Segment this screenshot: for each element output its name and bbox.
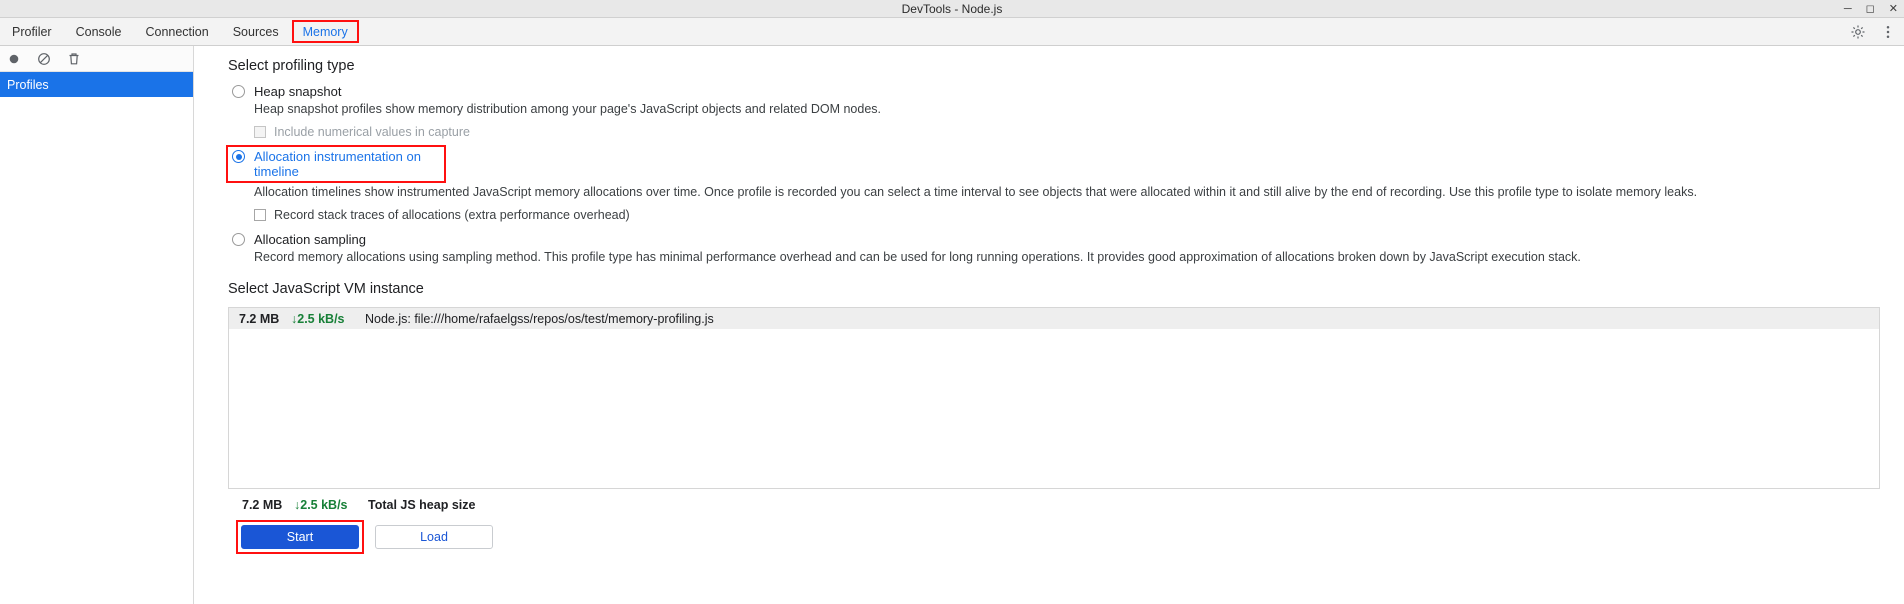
option-label-allocation-sampling: Allocation sampling — [254, 232, 367, 247]
trash-icon[interactable] — [66, 51, 82, 67]
tab-label: Profiler — [12, 24, 52, 39]
list-item[interactable] — [229, 308, 1879, 329]
option-allocation-sampling — [228, 232, 1904, 265]
radio-row-allocation-instrumentation[interactable] — [228, 149, 440, 179]
sidebar-toolbar — [0, 46, 193, 72]
minimize-icon[interactable]: ─ — [1843, 2, 1852, 15]
load-button-label: Load — [420, 530, 448, 544]
maximize-icon[interactable]: ◻ — [1865, 2, 1875, 15]
option-allocation-instrumentation — [228, 149, 1904, 222]
tab-sources[interactable] — [221, 18, 291, 45]
gear-icon[interactable] — [1850, 24, 1866, 40]
devtools-content — [0, 46, 1904, 604]
tab-label: Sources — [232, 24, 279, 39]
profiles-sidebar — [0, 46, 194, 604]
radio-heap-snapshot[interactable] — [232, 85, 245, 98]
option-description-allocation-instrumentation: Allocation timelines show instrumented JavaScript memory allocations over time. Once profile is recorded you can select a time interval to see objects that were allocated within it and still alive by the end of recording. Use this profile type to isolate memory leaks. — [254, 185, 1698, 199]
checkbox-row-include-numerical-values[interactable] — [254, 125, 1904, 139]
tab-list — [0, 18, 360, 45]
tab-connection[interactable] — [133, 18, 220, 45]
radio-row-heap-snapshot[interactable] — [228, 84, 1904, 99]
start-button-wrapper — [241, 525, 359, 549]
tab-label: Console — [75, 24, 122, 39]
radio-allocation-sampling[interactable] — [232, 233, 245, 246]
vm-heap-size: 7.2 MB — [239, 311, 280, 326]
window-titlebar — [0, 0, 1904, 18]
checkbox-label-include-numerical-values: Include numerical values in capture — [274, 125, 470, 139]
action-buttons — [241, 525, 1904, 549]
sidebar-item-profiles[interactable] — [0, 72, 193, 97]
devtools-tabstrip — [0, 18, 1904, 46]
checkbox-record-stack-traces[interactable] — [254, 209, 266, 221]
tab-profiler[interactable] — [0, 18, 64, 45]
section-title-profiling-type: Select profiling type — [228, 58, 355, 74]
total-heap-summary — [242, 498, 1904, 512]
section-title-vm-instance: Select JavaScript VM instance — [228, 281, 424, 297]
clear-icon[interactable] — [36, 51, 52, 67]
memory-profiler-panel — [194, 46, 1904, 604]
vm-heap-rate: ↓2.5 kB/s — [291, 311, 345, 326]
total-heap-size-value: 7.2 MB — [242, 498, 283, 512]
total-heap-rate-value: ↓2.5 kB/s — [294, 498, 348, 512]
option-heap-snapshot — [228, 84, 1904, 139]
radio-allocation-instrumentation[interactable] — [232, 150, 245, 163]
load-button[interactable] — [375, 525, 493, 549]
radio-row-allocation-sampling[interactable] — [228, 232, 1904, 247]
vm-instance-list[interactable] — [228, 307, 1880, 489]
vm-instance-name: Node.js: file:///home/rafaelgss/repos/os/test/memory-profiling.js — [365, 311, 714, 326]
start-button[interactable] — [241, 525, 359, 549]
tabstrip-actions — [1850, 18, 1896, 45]
checkbox-row-record-stack-traces[interactable] — [254, 208, 1904, 222]
window-title: DevTools - Node.js — [901, 1, 1003, 16]
checkbox-label-record-stack-traces: Record stack traces of allocations (extra performance overhead) — [274, 208, 630, 222]
option-label-allocation-instrumentation: Allocation instrumentation on timeline — [254, 149, 421, 179]
more-vertical-icon[interactable] — [1880, 24, 1896, 40]
tab-label: Connection — [145, 24, 209, 39]
sidebar-item-label: Profiles — [7, 77, 49, 92]
total-heap-size-label: Total JS heap size — [368, 498, 476, 512]
window-controls — [1844, 0, 1898, 18]
option-description-allocation-sampling: Record memory allocations using sampling method. This profile type has minimal performance overhead and can be used for long running operations. It provides good approximation of allocations broken down by JavaScript execution stack. — [254, 250, 1581, 264]
record-icon[interactable] — [6, 51, 22, 67]
tab-console[interactable] — [64, 18, 134, 45]
start-button-label: Start — [286, 530, 314, 544]
tab-memory[interactable] — [291, 18, 360, 45]
option-label-heap-snapshot: Heap snapshot — [254, 84, 342, 99]
checkbox-include-numerical-values — [254, 126, 266, 138]
option-description-heap-snapshot: Heap snapshot profiles show memory distribution among your page's JavaScript objects and related DOM nodes. — [254, 102, 882, 116]
close-icon[interactable]: ✕ — [1888, 2, 1898, 15]
tab-label: Memory — [302, 24, 348, 39]
